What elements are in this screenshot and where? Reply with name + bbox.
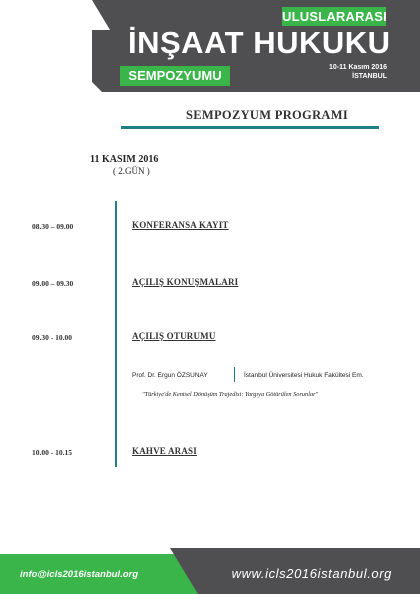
session-title: KAHVE ARASI <box>132 446 197 456</box>
event-date-block <box>329 63 387 81</box>
session-time: 08.30 – 09.00 <box>32 222 74 231</box>
speaker-affiliation: İstanbul Üniversitesi Hukuk Fakültesi Em. <box>244 372 364 379</box>
session-time: 09.30 - 10.00 <box>32 333 72 342</box>
contact-email-link[interactable]: info@icls2016istanbul.org <box>20 569 139 580</box>
session-time: 10.00 - 10.15 <box>32 448 72 457</box>
program-title: SEMPOZYUM PROGRAMI <box>186 108 348 122</box>
session-title: KONFERANSA KAYIT <box>132 220 229 230</box>
talk-title: "Türkiye'de Kentsel Dönüşüm Trajedisi: Yargıya Götürülen Sorunlar" <box>142 391 319 398</box>
badge-uluslararasi: ULUSLARARASI <box>282 9 387 24</box>
session-title: AÇILIŞ KONUŞMALARI <box>132 277 239 287</box>
website-link[interactable]: www.icls2016istanbul.org <box>231 566 392 581</box>
title-underline <box>121 126 379 129</box>
session-time: 09.00 – 09.30 <box>32 279 74 288</box>
timeline-divider <box>115 201 117 467</box>
session-title: AÇILIŞ OTURUMU <box>132 331 216 341</box>
day-subtitle: ( 2.GÜN ) <box>113 166 150 176</box>
badge-sempozyumu: SEMPOZYUMU <box>120 66 230 86</box>
speaker-divider <box>234 367 235 382</box>
event-title: İNŞAAT HUKUKU <box>128 25 391 60</box>
event-city: İSTANBUL <box>352 73 387 80</box>
day-title: 11 KASIM 2016 <box>90 154 159 165</box>
event-date: 10-11 Kasım 2016 <box>329 64 387 71</box>
speaker-name: Prof. Dr. Ergun ÖZSUNAY <box>132 372 208 379</box>
